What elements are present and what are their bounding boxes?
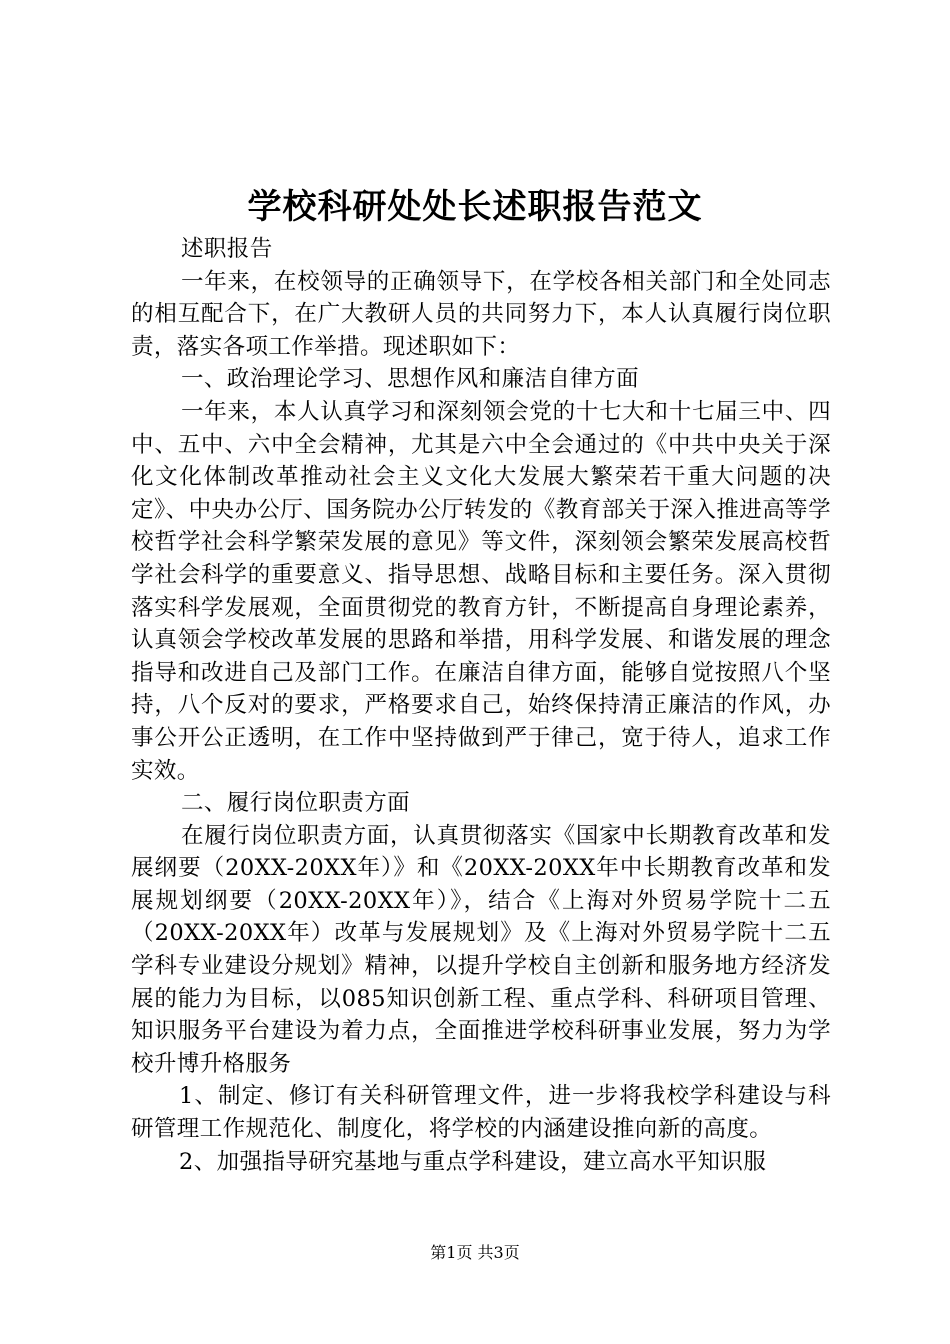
list-item-1: 1、制定、修订有关科研管理文件，进一步将我校学科建设与科研管理工作规范化、制度化，将学校的内涵建设推向新的高度。 — [131, 1083, 831, 1143]
paragraph-intro: 一年来，在校领导的正确领导下，在学校各相关部门和全处同志的相互配合下，在广大教研人员的共同努力下，本人认真履行岗位职责，落实各项工作举措。现述职如下： — [131, 268, 831, 360]
paragraph-political-theory: 一年来，本人认真学习和深刻领会党的十七大和十七届三中、四中、五中、六中全会精神，尤其是六中全会通过的《中共中央关于深化文化体制改革推动社会主义文化大发展大繁荣若干重大问题的决定》、中央办公厅、国务院办公厅转发的《教育部关于深入推进高等学校哲学社会科学繁荣发展的意见》等文件，深刻领会繁荣发展高校哲学社会科学的重要意义、指导思想、战略目标和主要任务。深入贯彻落实科学发展观，全面贯彻党的教育方针，不断提高自身理论素养，认真领会学校改革发展的思路和举措，用科学发展、和谐发展的理念指导和改进自己及部门工作。在廉洁自律方面，能够自觉按照八个坚持，八个反对的要求，严格要求自己，始终保持清正廉洁的作风，办事公开公正透明，在工作中坚持做到严于律己，宽于待人，追求工作实效。 — [131, 398, 831, 784]
paragraph-job-duties: 在履行岗位职责方面，认真贯彻落实《国家中长期教育改革和发展纲要（20XX-20XX年）》和《20XX-20XX年中长期教育改革和发展规划纲要（20XX-20XX年）》，结合《上海对外贸易学院十二五（20XX-20XX年）改革与发展规划》及《上海对外贸易学院十二五学科专业建设分规划》精神，以提升学校自主创新和服务地方经济发展的能力为目标，以085知识创新工程、重点学科、科研项目管理、知识服务平台建设为着力点，全面推进学校科研事业发展，努力为学校升博升格服务 — [131, 822, 831, 1077]
document-title: 学校科研处处长述职报告范文 — [247, 187, 703, 227]
section-heading-job-duties: 二、履行岗位职责方面 — [181, 790, 411, 817]
section-heading-political-theory: 一、政治理论学习、思想作风和廉洁自律方面 — [181, 366, 640, 393]
page-number-footer: 第1页 共3页 — [430, 1243, 520, 1262]
document-body — [131, 233, 831, 1178]
paragraph-report-label: 述职报告 — [181, 236, 273, 262]
list-item-2: 2、加强指导研究基地与重点学科建设，建立高水平知识服 — [179, 1148, 767, 1175]
